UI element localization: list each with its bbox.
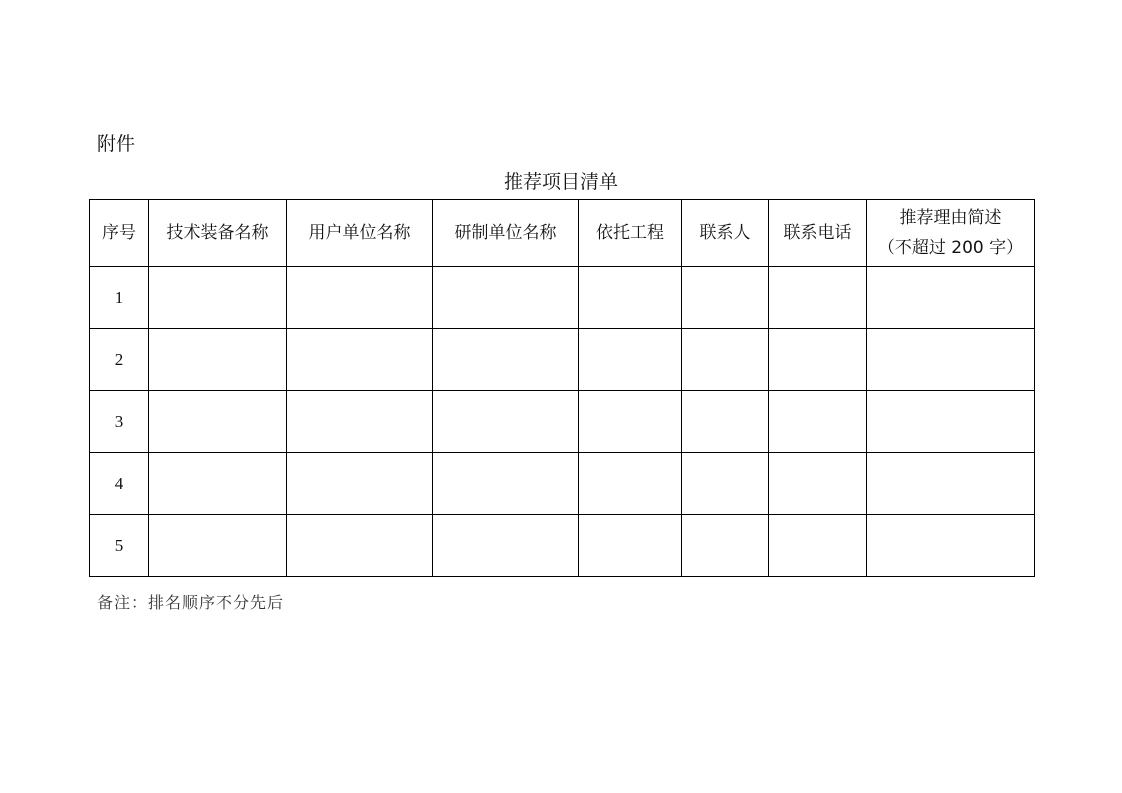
row-number: 5: [90, 515, 149, 577]
cell-reason[interactable]: [867, 329, 1035, 391]
table-row: [90, 329, 1035, 391]
cell-reason[interactable]: [867, 515, 1035, 577]
cell-developer-unit[interactable]: [433, 329, 579, 391]
cell-contact[interactable]: [682, 329, 769, 391]
cell-phone[interactable]: [769, 515, 867, 577]
header-label: 联系人: [699, 223, 751, 243]
cell-user-unit[interactable]: [287, 329, 433, 391]
header-label: 联系电话: [783, 223, 852, 243]
cell-developer-unit[interactable]: [433, 515, 579, 577]
cell-user-unit[interactable]: [287, 267, 433, 329]
row-number: 3: [90, 391, 149, 453]
cell-equipment-name[interactable]: [149, 329, 287, 391]
table-row: [90, 453, 1035, 515]
row-number: 2: [90, 329, 149, 391]
cell-project[interactable]: [579, 329, 682, 391]
header-cell-developer-unit: [433, 200, 579, 267]
row-number: 1: [90, 267, 149, 329]
table-row: [90, 267, 1035, 329]
cell-phone[interactable]: [769, 329, 867, 391]
cell-contact[interactable]: [682, 267, 769, 329]
cell-equipment-name[interactable]: [149, 391, 287, 453]
cell-user-unit[interactable]: [287, 515, 433, 577]
table-header-row: [90, 200, 1035, 267]
cell-project[interactable]: [579, 391, 682, 453]
cell-equipment-name[interactable]: [149, 267, 287, 329]
cell-developer-unit[interactable]: [433, 391, 579, 453]
table-row: [90, 515, 1035, 577]
header-label: 序号: [102, 223, 136, 243]
cell-contact[interactable]: [682, 453, 769, 515]
header-cell-project: [579, 200, 682, 267]
footnote: 备注：排名顺序不分先后: [97, 593, 285, 612]
header-cell-phone: [769, 200, 867, 267]
header-cell-equipment-name: [149, 200, 287, 267]
row-number: 4: [90, 453, 149, 515]
header-cell-user-unit: [287, 200, 433, 267]
cell-reason[interactable]: [867, 267, 1035, 329]
cell-project[interactable]: [579, 453, 682, 515]
cell-contact[interactable]: [682, 391, 769, 453]
table-title-text: 推荐项目清单: [503, 171, 618, 193]
cell-developer-unit[interactable]: [433, 453, 579, 515]
cell-developer-unit[interactable]: [433, 267, 579, 329]
header-label: 依托工程: [596, 223, 664, 243]
table-title: [0, 169, 1122, 195]
table-row: [90, 391, 1035, 453]
cell-user-unit[interactable]: [287, 391, 433, 453]
cell-user-unit[interactable]: [287, 453, 433, 515]
header-label: 研制单位名称: [454, 223, 557, 243]
header-label: 技术装备名称: [166, 223, 269, 243]
project-list-table: [89, 199, 1035, 577]
cell-reason[interactable]: [867, 453, 1035, 515]
cell-equipment-name[interactable]: [149, 515, 287, 577]
header-cell-contact: [682, 200, 769, 267]
cell-project[interactable]: [579, 267, 682, 329]
cell-equipment-name[interactable]: [149, 453, 287, 515]
header-sublabel: （不超过 200 字）: [877, 238, 1024, 258]
cell-reason[interactable]: [867, 391, 1035, 453]
header-cell-index: [90, 200, 149, 267]
header-cell-reason: [867, 200, 1035, 267]
cell-phone[interactable]: [769, 453, 867, 515]
cell-phone[interactable]: [769, 267, 867, 329]
header-label: 推荐理由简述: [899, 208, 1002, 228]
cell-phone[interactable]: [769, 391, 867, 453]
attachment-label: 附件: [97, 133, 136, 155]
cell-project[interactable]: [579, 515, 682, 577]
header-label: 用户单位名称: [308, 223, 411, 243]
cell-contact[interactable]: [682, 515, 769, 577]
